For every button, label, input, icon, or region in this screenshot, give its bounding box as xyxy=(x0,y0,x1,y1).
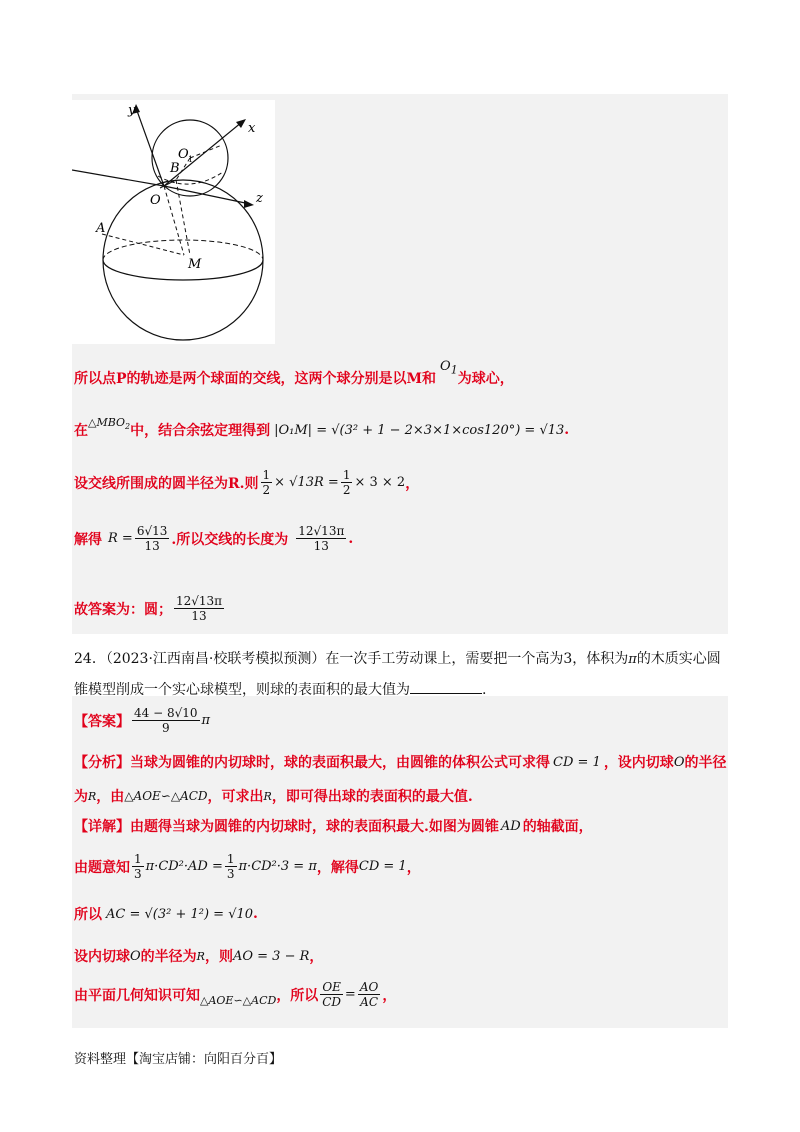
detail-text-5-mid: ，所以 xyxy=(276,987,319,1004)
analysis-text-1: 当球为圆锥的内切球时，球的表面积最大，由圆锥的体积公式可求得 xyxy=(130,755,550,771)
line-left xyxy=(72,170,164,186)
detail-line-4 xyxy=(74,946,323,966)
label-A: A xyxy=(96,221,106,236)
line2-pre: 在 xyxy=(74,423,88,439)
detail-text-2-end: ， xyxy=(406,859,421,876)
line4-mid: .所以交线的长度为 xyxy=(171,531,289,548)
answer-frac: $\frac{44 - 8√10}{9}$ xyxy=(134,706,198,735)
detail-frac-1: $\frac{1}{3}$ xyxy=(134,852,142,881)
detail-text-5-end: ， xyxy=(382,987,397,1004)
line2-formula: |O₁M| = √(3² + 1 − 2×3×1×cos120°) = √13 xyxy=(274,422,565,438)
label-O1-sub: 1 xyxy=(188,155,194,164)
z-axis xyxy=(164,186,250,204)
label-O1: O xyxy=(178,147,189,162)
detail-ac: AC = √(3² + 1²) = √10 xyxy=(106,906,254,922)
analysis-text-1c: 的半径 xyxy=(684,755,727,771)
question-number: 24． xyxy=(74,651,106,667)
line1-O1: $O_1$ xyxy=(440,359,458,377)
analysis-cd: CD = 1 xyxy=(553,754,601,770)
detail-text-5-pre: 由平面几何知识可知 xyxy=(74,987,200,1004)
analysis-text-2b: ，由 xyxy=(96,789,125,805)
analysis-tag: 【分析】 xyxy=(74,755,130,771)
detail-text-4b: ，则 xyxy=(204,949,233,965)
detail-line-3 xyxy=(74,904,258,924)
detail-text-4-mid: 的半径为 xyxy=(140,949,197,965)
question-24 xyxy=(74,644,730,705)
detail-text-1-end: 的轴截面， xyxy=(522,819,593,835)
line3-pre: 设交线所围成的圆半径为R.则 xyxy=(74,475,259,492)
detail-text-4-pre: 设内切球 xyxy=(74,949,130,965)
answer-line xyxy=(74,706,210,735)
segment-O1z xyxy=(190,145,222,158)
detail-volume-1: π·CD²·AD = xyxy=(145,859,223,874)
detail-ao: AO = 3 − R xyxy=(232,948,310,964)
x-axis xyxy=(164,122,242,186)
solution-line-2 xyxy=(74,416,570,440)
answer-blank xyxy=(410,678,482,694)
line3-frac-2: $\frac{1}{2}$ xyxy=(342,468,351,497)
detail-text-1: 由题得当球为圆锥的内切球时，球的表面积最大.如图为圆锥 xyxy=(130,819,499,835)
analysis-O: O xyxy=(673,754,685,770)
sphere-diagram xyxy=(72,100,275,344)
question-text-3: 锥模型削成一个实心球模型，则球的表面积的最大值为 xyxy=(74,682,410,698)
line3-tail: × 3 × 2 xyxy=(354,475,406,490)
detail-tag: 【详解】 xyxy=(74,819,130,835)
solution-line-1 xyxy=(74,359,514,388)
detail-text-3-pre: 所以 xyxy=(74,907,102,923)
solution-line-5 xyxy=(74,594,226,623)
label-x: x xyxy=(248,121,256,136)
line4-R: R = xyxy=(108,531,133,546)
segment-AM xyxy=(102,234,184,255)
analysis-R2: R xyxy=(263,789,272,803)
final-answer-frac: $\frac{12√13\pi}{13}$ xyxy=(176,594,223,623)
label-B: B xyxy=(170,161,180,176)
detail-text-2-pre: 由题意知 xyxy=(74,859,130,876)
solution-line-3 xyxy=(74,468,419,497)
segment-OM xyxy=(164,186,184,255)
analysis-text-2c: ，可求出 xyxy=(207,789,264,805)
equator-front xyxy=(103,260,263,280)
sphere-figure xyxy=(72,100,275,344)
answer-tag: 【答案】 xyxy=(74,713,130,730)
analysis-similar: △AOE∽△ACD xyxy=(124,789,208,803)
footer-source: 资料整理【淘宝店铺：向阳百分百】 xyxy=(74,1052,283,1067)
question-source: （2023·江西南昌·校联考模拟预测） xyxy=(105,651,326,667)
detail-text-3-end: . xyxy=(253,906,258,922)
detail-volume-2: π·CD²·3 = π xyxy=(238,859,317,874)
detail-line-2 xyxy=(74,852,421,881)
analysis-text-2a: 为 xyxy=(74,789,88,805)
line3-mid: × √13R = xyxy=(274,475,339,490)
line2-triangle: $\triangle MBO_2$ xyxy=(88,416,131,432)
line4-end: . xyxy=(348,530,354,547)
label-z: z xyxy=(256,191,263,206)
detail-similar: △AOE∽△ACD xyxy=(200,994,277,1007)
question-text-1: 在一次手工劳动课上，需要把一个高为3，体积为 xyxy=(325,651,629,667)
detail-text-4-end: ， xyxy=(309,949,324,965)
y-axis xyxy=(136,108,164,186)
line2-end: . xyxy=(564,422,570,438)
label-M: M xyxy=(188,257,202,272)
line3-end: ， xyxy=(405,475,420,492)
detail-line-1 xyxy=(74,816,593,836)
detail-frac-ao-ac: $\frac{AO}{AC}$ xyxy=(359,980,379,1009)
line4-pre: 解得 xyxy=(74,531,102,548)
analysis-line-1 xyxy=(74,752,726,772)
x-arrow xyxy=(236,119,246,128)
question-pi: π xyxy=(628,652,637,667)
label-O: O xyxy=(150,193,161,208)
detail-cd-result: CD = 1 xyxy=(358,859,407,874)
solution-line-4 xyxy=(74,524,353,553)
analysis-text-2d: ，即可得出球的表面积的最大值. xyxy=(271,789,473,805)
question-24-line-2 xyxy=(74,675,730,705)
question-text-4: . xyxy=(482,682,487,698)
line1-text: 所以点P的轨迹是两个球面的交线，这两个球分别是以M和 xyxy=(74,371,437,387)
final-answer-label: 故答案为：圆； xyxy=(74,601,172,618)
detail-equals: = xyxy=(344,987,356,1002)
z-arrow xyxy=(244,200,254,208)
detail-R: R xyxy=(196,949,205,963)
detail-text-2-mid: ，解得 xyxy=(316,859,359,876)
detail-O: O xyxy=(130,948,141,964)
analysis-text-1b: ，设内切球 xyxy=(603,755,674,771)
detail-line-5 xyxy=(74,980,396,1009)
question-24-line-1 xyxy=(74,644,730,675)
question-text-2: 的木质实心圆 xyxy=(636,651,721,667)
big-sphere xyxy=(103,180,263,340)
detail-frac-oe-cd: $\frac{OE}{CD}$ xyxy=(322,980,342,1009)
line1-end: 为球心， xyxy=(457,371,514,387)
analysis-R: R xyxy=(88,789,97,803)
answer-pi: π xyxy=(201,713,211,728)
analysis-line-2 xyxy=(74,786,473,806)
detail-frac-2: $\frac{1}{3}$ xyxy=(226,852,235,881)
line3-frac-1: $\frac{1}{2}$ xyxy=(262,468,271,497)
label-y: y xyxy=(128,103,136,118)
detail-AD: AD xyxy=(500,818,521,834)
line2-mid: 中，结合余弦定理得到 xyxy=(130,423,271,439)
line4-frac-2: $\frac{12√13\pi}{13}$ xyxy=(298,524,345,553)
line4-frac-1: $\frac{6√13}{13}$ xyxy=(136,524,168,553)
